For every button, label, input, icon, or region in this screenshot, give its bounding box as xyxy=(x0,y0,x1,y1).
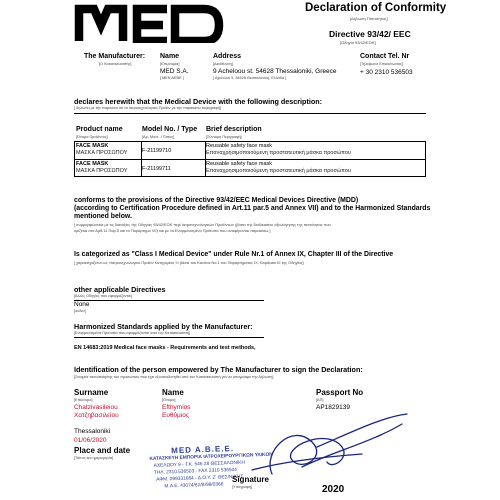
surname-value-gr: Χατζηβασιλείου xyxy=(74,412,119,419)
person-name-label: Name xyxy=(162,388,184,397)
address-label: Address xyxy=(213,53,242,60)
col-header-model: Model No. / Type xyxy=(142,126,198,133)
conforms-line1: conforms to the provisions of the Directive 93/42/EEC Medical Devices Directive (MDD) xyxy=(74,197,359,204)
row-product: FACE MASK xyxy=(76,143,109,149)
doc-title-gr: [Δήλωση Πιστότητας] xyxy=(350,16,388,21)
name-label: Name xyxy=(160,53,180,60)
row-desc: Reusable safety face mask xyxy=(206,143,273,149)
contact-label-gr: [Τηλέφωνο Επικοινωνίας] xyxy=(360,62,403,66)
stamp-line: MED A.B.E.E. xyxy=(171,444,235,456)
doc-title: Declaration of Conformity xyxy=(305,2,447,14)
col-header-desc: Brief description xyxy=(206,126,262,133)
manufacturer-label: The Manufacturer: xyxy=(84,53,146,60)
place-date-label: Place and date xyxy=(74,446,131,455)
table-row-divider xyxy=(75,159,426,160)
other-directives-label-gr: [Άλλες Οδηγίες που εφαρμόζονται] xyxy=(74,294,133,298)
place-value: Thessaloniki xyxy=(74,428,111,435)
harmonized-label: Harmonized Standards applied by the Manufacturer: xyxy=(74,322,253,331)
stamp-line: ΑΦΜ. 099331684 - Δ.Ο.Υ. Ζ' ΘΕΣ/ΝΙΚΗΣ xyxy=(156,474,244,483)
year-value: 2020 xyxy=(322,484,345,495)
passport-value: AP1829139 xyxy=(316,404,350,411)
declares-text: declares herewith that the Medical Device with the following description: xyxy=(74,97,323,106)
address-label-gr: [Διεύθυνση] xyxy=(213,62,233,66)
directive-title: Directive 93/42/ EEC xyxy=(329,29,411,39)
other-directives-value: None xyxy=(74,301,90,308)
signature-label: Signature xyxy=(232,475,269,484)
row-product-gr: ΜΑΣΚΑ ΠΡΟΣΩΠΟΥ xyxy=(76,168,128,174)
row-desc-gr: Επαναχρησιμοποιούμενη προστατευτική μάσκα προσώπου xyxy=(206,168,351,174)
divider xyxy=(74,300,264,301)
row-model: F-21199710 xyxy=(142,148,172,154)
stamp-line: ΤΗΛ. 2310.536503 - FAX 2310 536504 xyxy=(153,467,237,476)
identification-text: Identification of the person empowered by The Manufacturer to sign the Declaration: xyxy=(74,365,363,374)
row-desc-gr: Επαναχρησιμοποιούμενη προστατευτική μάσκα προσώπου xyxy=(206,150,351,156)
person-name-value-gr: Ευθύμιος xyxy=(162,412,189,419)
other-directives-label: other applicable Directives xyxy=(74,285,166,294)
divider xyxy=(74,113,426,114)
signature-scribble xyxy=(232,412,412,482)
directive-title-gr: [Οδηγία 93/42/ΕΟΚ] xyxy=(340,40,376,45)
place-date-label-gr: [Τόπος και ημερομηνία] xyxy=(74,456,114,460)
surname-label-gr: [Επώνυμο] xyxy=(74,398,93,402)
manufacturer-label-gr: [Ο Κατασκευαστής] xyxy=(99,62,132,66)
row-desc: Reusable safety face mask xyxy=(206,161,273,167)
stamp-line: Μ.Α.Ε. 43074/62/Β/99/0366 xyxy=(164,482,224,490)
address-value-gr: [ Αχελώου 9, 54628 Θεσσαλονίκη, Ελλάδα ] xyxy=(213,76,287,80)
col-header-model-gr: [Αρ. Μοντ. / Τύπος] xyxy=(142,135,175,139)
harmonized-label-gr: [Εναρμονισμένα Πρότυπα που εφαρμόζονται από τον Κατασκευαστή] xyxy=(74,331,191,335)
row-model: F-21199711 xyxy=(142,166,171,172)
stamp-line: ΚΑΤΑΣΚΕΥΗ ΕΜΠΟΡΙΑ ΙΑΤΡΟΧΕΙΡΟΥΡΓΙΚΩΝ ΥΛΙΚΩΝ xyxy=(149,452,273,462)
col-header-desc-gr: [Σύντομη Περιγραφή] xyxy=(206,135,242,139)
passport-label: Passport No xyxy=(316,388,364,397)
row-product-gr: ΜΑΣΚΑ ΠΡΟΣΩΠΟΥ xyxy=(76,150,128,156)
categorized-text-gr: [ χαρακτηρίζεται ως «Ιατροτεχνολογικό Προϊόν Κατηγορίας Ι» βάσει του Κανόνα Νο.1 του Παραρτήματος ΙΧ, Κεφάλαιο ΙΙΙ της Οδηγίας] xyxy=(74,260,304,265)
other-directives-value-gr: [ουδέν] xyxy=(74,309,87,313)
declares-text-gr: [ δηλώνει με την παρούσα ότι το Ιατροτεχνολογικό Προϊόν με την παρακάτω περιγραφή] xyxy=(74,106,221,110)
standard-code: EN 14683:2019 Medical face masks - Requirements and test methods, xyxy=(74,345,256,351)
stamp-line: ΑΧΕΛΩΟΥ 9 - Τ.Κ. 546 28 ΘΕΣΣΑΛΟΝΙΚΗ xyxy=(153,460,246,469)
signature-label-gr: [Υπογραφή] xyxy=(232,485,253,489)
col-header-product: Product name xyxy=(76,126,123,133)
conforms-line2: (according to Certification Procedure defined in Art.11 par.5 and Annex VII) and to the Harmonized Standards xyxy=(74,205,431,212)
person-name-value: Efthymios xyxy=(162,404,191,411)
conforms-gr1: [ συμμορφώνεται με τις διατάξεις της Οδηγίας 93/42/ΕΟΚ περί Ιατροτεχνολογικών Προϊόντων (βάσει της διαδικασίας αξιολόγησης της πιστότητας που xyxy=(74,222,331,227)
surname-label: Surname xyxy=(74,388,109,397)
contact-value: + 30 2310 536503 xyxy=(360,69,413,76)
passport-label-gr: [ΑΠ] xyxy=(316,398,324,402)
conforms-line3: mentioned below. xyxy=(74,213,132,220)
contact-label: Contact Tel. Nr xyxy=(360,53,410,60)
person-name-label-gr: [Όνομα] xyxy=(162,398,176,402)
name-value-gr: [ ΜΕΝ ΑΕΒΕ ] xyxy=(160,76,184,80)
col-header-product-gr: [Όνομα Προϊόντος] xyxy=(76,135,108,139)
name-value: MED S.A. xyxy=(160,68,189,75)
identification-text-gr: [Στοιχεία ταυτοποίησης του προσώπου που έχει εξουσιοδοτηθεί από τον Κατασκευαστή για να υπογράψει την Δήλωση] xyxy=(74,375,274,379)
harmonized-standard xyxy=(74,345,256,351)
date-value: 01/06/2020 xyxy=(74,437,107,444)
row-product: FACE MASK xyxy=(76,161,109,167)
address-value: 9 Acheloou st. 54628 Thessaloniki, Greece xyxy=(213,68,337,75)
divider xyxy=(74,337,264,338)
name-label-gr: [Επωνυμία] xyxy=(160,62,180,66)
conforms-gr2: ορίζεται στο Αρθ.11 Παρ.5 και το Παράρτημα VII) και με τα Εναρμονισμένα Πρότυπα που αναφέρονται παρακάτω.] xyxy=(74,228,271,233)
categorized-text: Is categorized as "Class I Medical Device" under Rule Nr.1 of Annex IX, Chapter III of the Directive xyxy=(74,251,394,258)
med-logo xyxy=(74,3,224,43)
surname-value: Chatzivasileiou xyxy=(74,404,118,411)
